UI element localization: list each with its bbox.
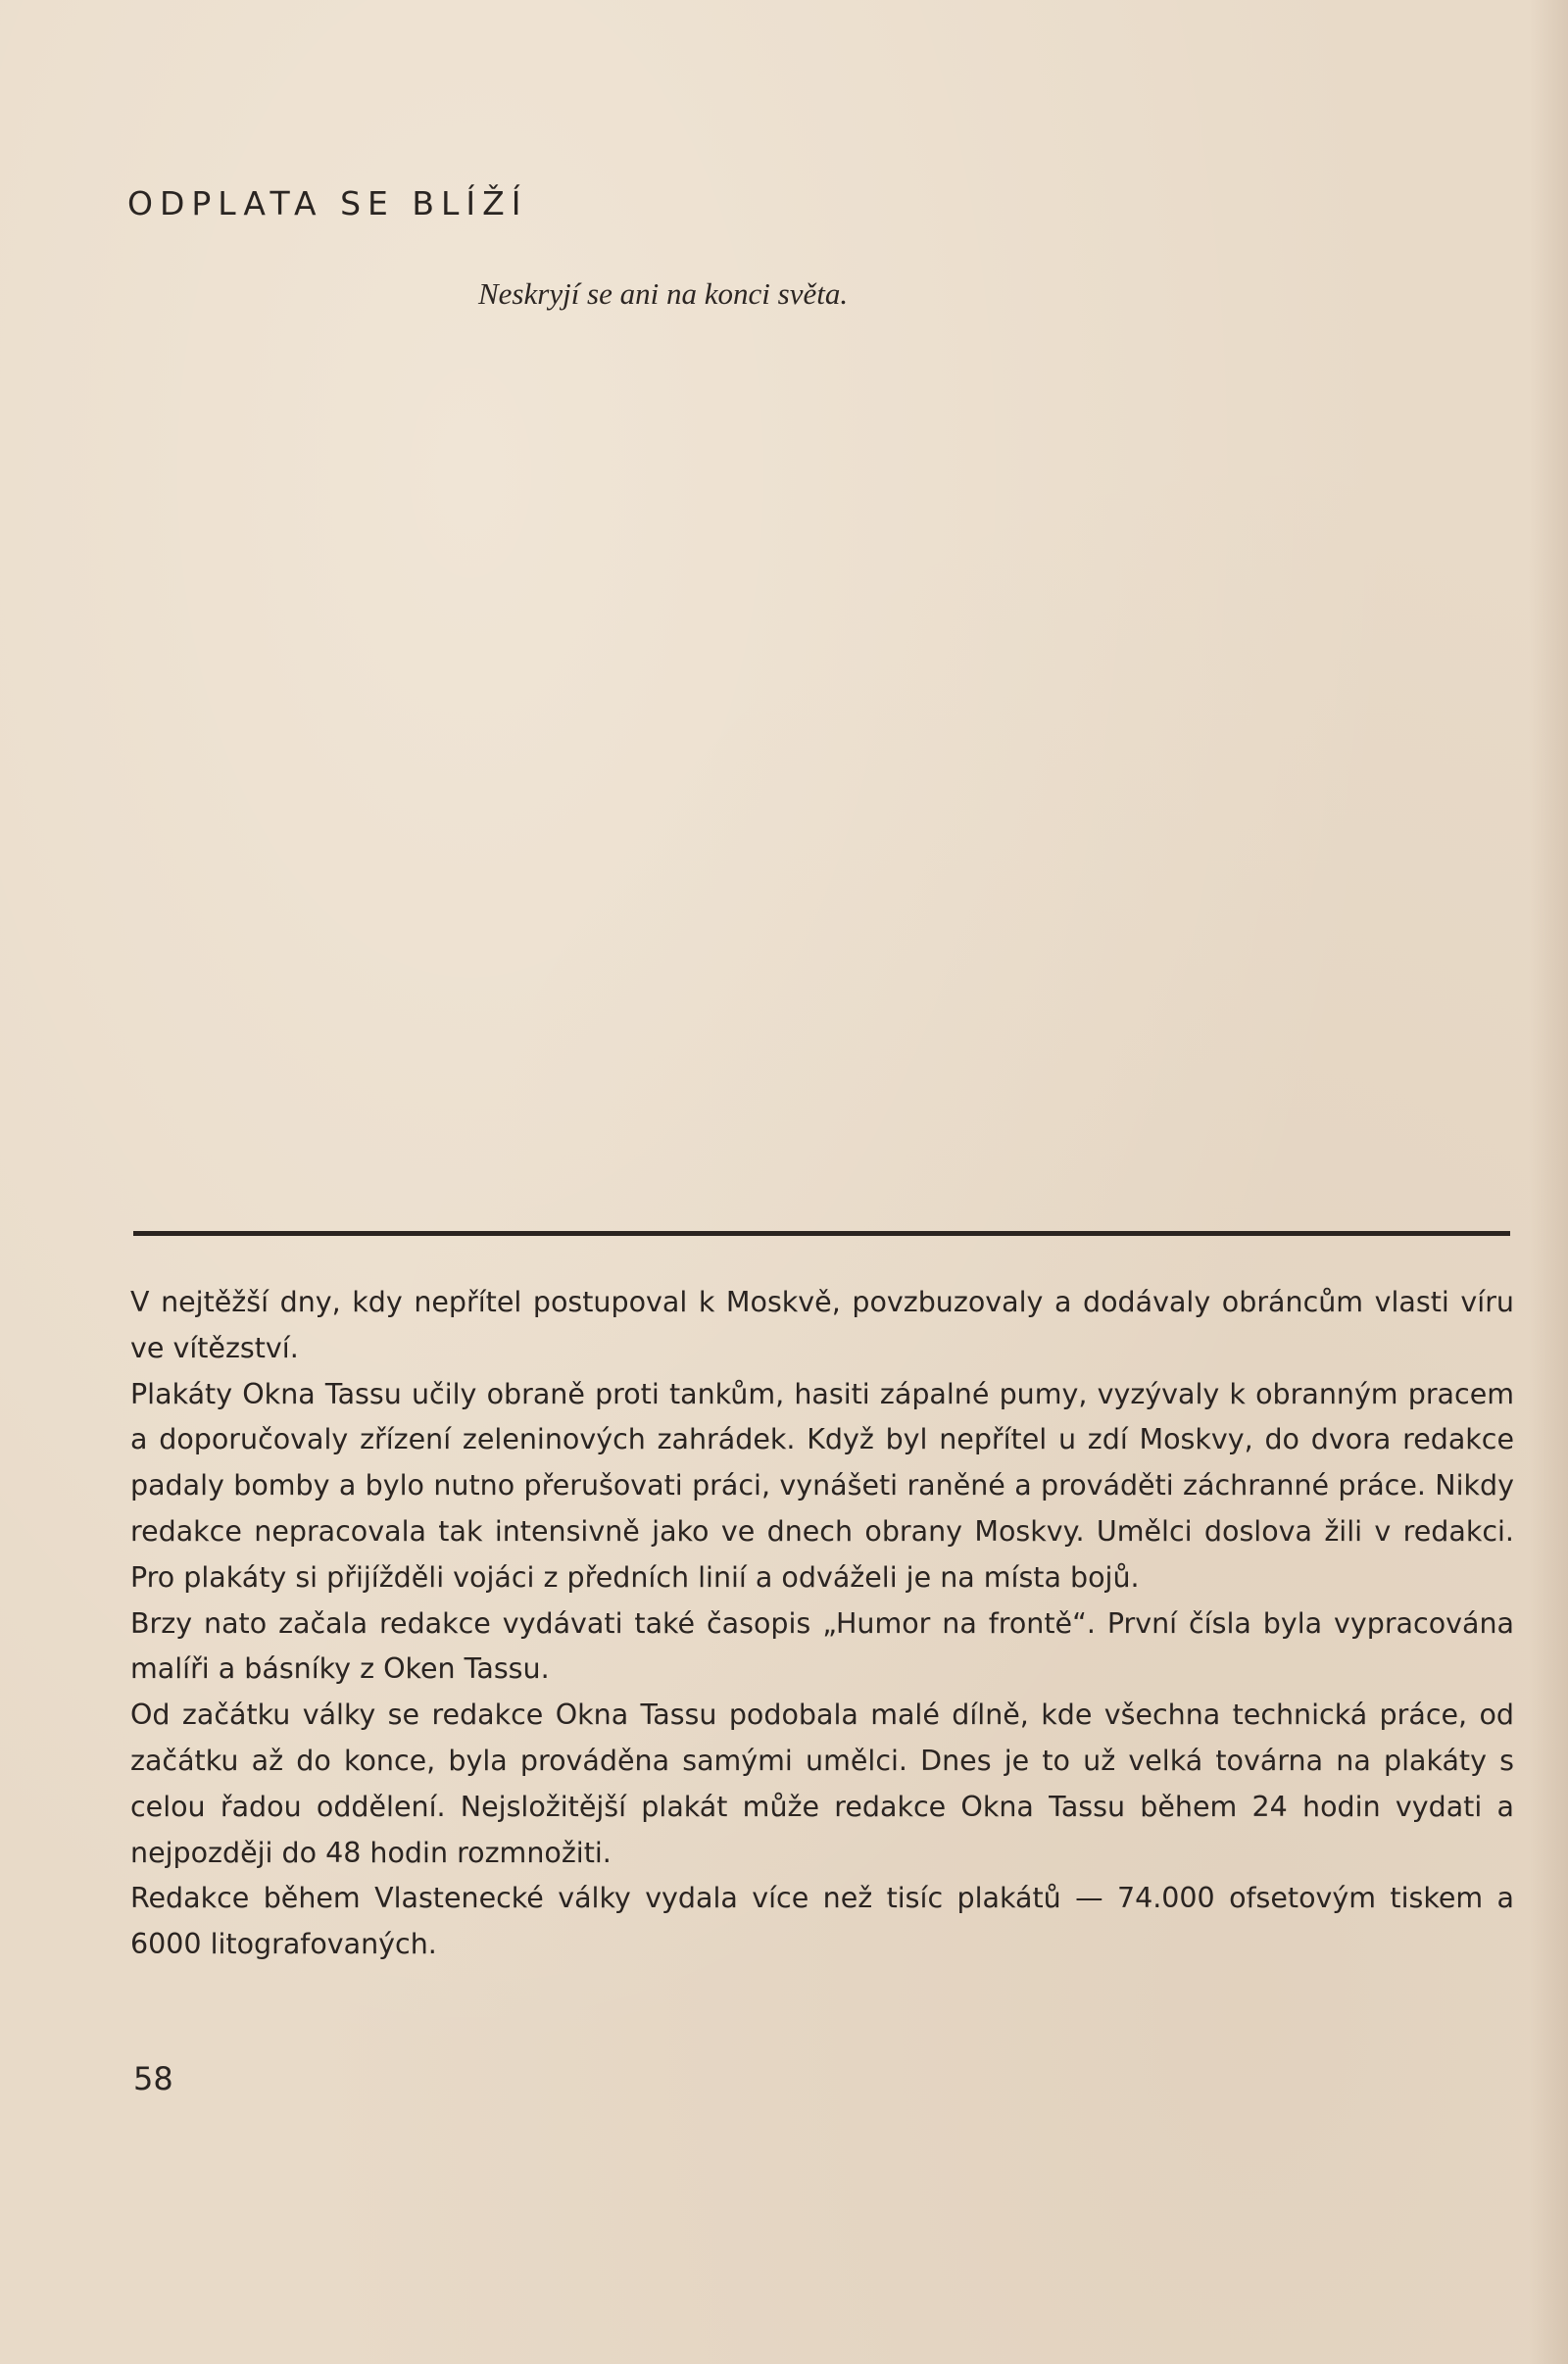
page-edge-shadow [1529, 0, 1568, 2364]
paragraph-1: V nejtěžší dny, kdy nepřítel postupoval k Moskvě, povzbuzovaly a dodávaly obráncům vlasti víru ve vítězství. [130, 1286, 1514, 1364]
paragraph-5: Redakce během Vlastenecké války vydala více než tisíc plakátů — 74.000 ofsetovým tiskem a 6000 litografovaných. [130, 1882, 1514, 1961]
horizontal-rule [133, 1231, 1510, 1236]
chapter-title: ODPLATA SE BLÍŽÍ [127, 184, 528, 222]
paragraph-2: Plakáty Okna Tassu učily obraně proti tankům, hasiti zápalné pumy, vyzývaly k obranným pracem a doporučovaly zřízení zeleninových zahrádek. Když byl nepřítel u zdí Moskvy, do dvora redakce padaly bomby a bylo nutno přerušovati práci, vynášeti raněné a prováděti záchranné práce. Nikdy redakce nepracovala tak intensivně jako ve dnech obrany Moskvy. Umělci doslova žili v redakci. Pro plakáty si přijížděli vojáci z předních linií a odváželi je na místa bojů. [130, 1377, 1514, 1594]
body-text [130, 1280, 1514, 1968]
paragraph-3: Brzy nato začala redakce vydávati také časopis „Humor na frontě“. První čísla byla vypracována malíři a básníky z Oken Tassu. [130, 1606, 1514, 1686]
page-number: 58 [133, 2060, 173, 2097]
paragraph-4: Od začátku války se redakce Okna Tassu podobala malé dílně, kde všechna technická práce, od začátku až do konce, byla prováděna samými umělci. Dnes je to už velká továrna na plakáty s celou řadou oddělení. Nejsložitější plakát může redakce Okna Tassu během 24 hodin vydati a nejpozději do 48 hodin rozmnožiti. [130, 1699, 1514, 1869]
chapter-epigraph: Neskryjí se ani na konci světa. [478, 276, 849, 311]
